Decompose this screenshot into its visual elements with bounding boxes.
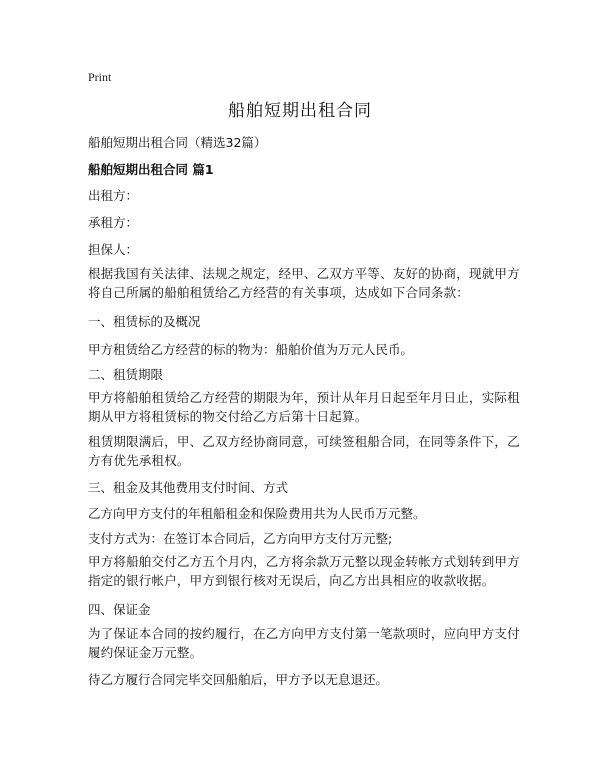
clause-4-paragraph-2: 待乙方履行合同完毕交回船舶后，甲方予以无息退还。: [88, 672, 389, 687]
clause-3-paragraph-3: 甲方将船舶交付乙方五个月内，乙方将余款万元整以现金转帐方式划转到甲方指定的银行帐户，甲方到银行核对无误后，向乙方出具相应的收款收据。: [88, 554, 520, 588]
section-heading: 船舶短期出租合同 篇1: [88, 162, 214, 177]
document-title: 船舶短期出租合同: [228, 101, 372, 121]
clause-3-paragraph-1: 乙方向甲方支付的年租船租金和保险费用共为人民币万元整。: [88, 506, 426, 521]
clause-1-title: 一、租赁标的及概况: [88, 314, 201, 329]
print-label[interactable]: Print: [88, 70, 112, 84]
clause-3-title: 三、租金及其他费用支付时间、方式: [88, 480, 289, 495]
clause-2-title: 二、租赁期限: [88, 367, 164, 382]
clause-2-paragraph-1: 甲方将船舶租赁给乙方经营的期限为年，预计从年月日起至年月日止，实际租期从甲方将租赁标的物交付给乙方后第十日起算。: [88, 390, 520, 424]
clause-3-paragraph-2: 支付方式为：在签订本合同后，乙方向甲方支付万元整;: [88, 531, 393, 546]
lessor-line: 出租方：: [88, 188, 139, 203]
clause-4-title: 四、保证金: [88, 602, 151, 617]
clause-1-text: 甲方租赁给乙方经营的标的物为：船舶价值为万元人民币。: [88, 342, 414, 357]
document-subtitle: 船舶短期出租合同（精选32篇）: [88, 135, 267, 150]
clause-4-paragraph-1: 为了保证本合同的按约履行，在乙方向甲方支付第一笔款项时，应向甲方支付履约保证金万元整。: [88, 626, 520, 660]
clause-2-paragraph-2: 租赁期限满后，甲、乙双方经协商同意，可续签租船合同，在同等条件下，乙方有优先承租权。: [88, 434, 520, 468]
lessee-line: 承租方：: [88, 215, 139, 230]
guarantor-line: 担保人：: [88, 242, 139, 257]
intro-paragraph: 根据我国有关法律、法规之规定，经甲、乙双方平等、友好的协商，现就甲方将自己所属的船舶租赁给乙方经营的有关事项，达成如下合同条款：: [88, 266, 520, 300]
